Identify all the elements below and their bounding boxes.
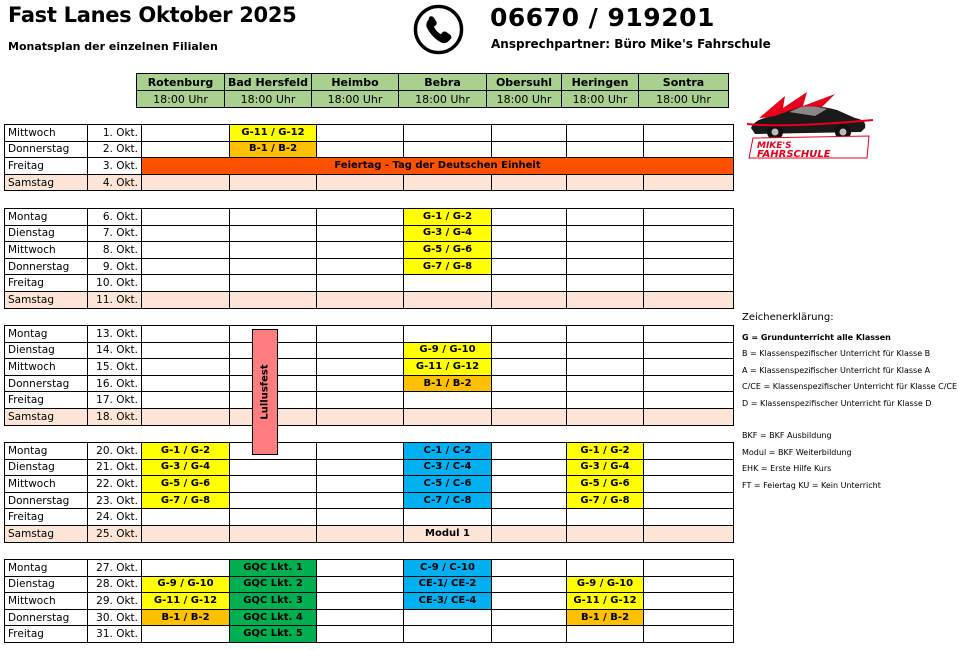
schedule-cell bbox=[230, 476, 317, 493]
table-row bbox=[5, 525, 734, 542]
table-row bbox=[5, 359, 734, 376]
day-name: Donnerstag bbox=[5, 258, 88, 275]
schedule-cell bbox=[644, 443, 734, 460]
table-row bbox=[5, 225, 734, 242]
day-date: 21. Okt. bbox=[88, 459, 142, 476]
schedule-cell bbox=[404, 275, 492, 292]
table-row bbox=[5, 141, 734, 158]
schedule-cell bbox=[404, 174, 492, 191]
schedule-cell bbox=[644, 492, 734, 509]
legend-title: Zeichenerklärung: bbox=[742, 312, 834, 323]
schedule-cell bbox=[317, 525, 404, 542]
schedule-cell: B-1 / B-2 bbox=[404, 375, 492, 392]
legend-item: A = Klassenspezifischer Unterricht für Klasse A bbox=[742, 365, 931, 375]
schedule-cell bbox=[492, 609, 567, 626]
table-row bbox=[5, 443, 734, 460]
schedule-cell bbox=[317, 174, 404, 191]
branch-time: 18:00 Uhr bbox=[562, 91, 639, 108]
day-name: Mittwoch bbox=[5, 593, 88, 610]
schedule-cell bbox=[492, 326, 567, 343]
day-name: Montag bbox=[5, 326, 88, 343]
schedule-cell bbox=[317, 560, 404, 577]
schedule-cell bbox=[142, 392, 230, 409]
branch-time: 18:00 Uhr bbox=[312, 91, 399, 108]
schedule-cell bbox=[567, 408, 644, 425]
schedule-cell bbox=[492, 359, 567, 376]
day-date: 8. Okt. bbox=[88, 242, 142, 259]
schedule-cell bbox=[317, 359, 404, 376]
schedule-cell bbox=[644, 560, 734, 577]
schedule-cell bbox=[567, 359, 644, 376]
schedule-cell bbox=[492, 525, 567, 542]
schedule-cell bbox=[644, 209, 734, 226]
schedule-cell bbox=[492, 141, 567, 158]
branch-name: Obersuhl bbox=[487, 74, 562, 91]
schedule-cell bbox=[492, 174, 567, 191]
schedule-cell: G-9 / G-10 bbox=[404, 342, 492, 359]
schedule-cell: G-7 / G-8 bbox=[142, 492, 230, 509]
contact-person: Ansprechpartner: Büro Mike's Fahrschule bbox=[491, 37, 771, 51]
schedule-cell bbox=[644, 593, 734, 610]
day-date: 7. Okt. bbox=[88, 225, 142, 242]
schedule-cell bbox=[644, 375, 734, 392]
schedule-cell bbox=[142, 359, 230, 376]
schedule-cell bbox=[644, 626, 734, 643]
schedule-cell bbox=[404, 509, 492, 526]
table-row bbox=[5, 242, 734, 259]
schedule-cell bbox=[567, 141, 644, 158]
schedule-cell: G-11 / G-12 bbox=[142, 593, 230, 610]
schedule-cell bbox=[567, 125, 644, 142]
schedule-cell bbox=[644, 174, 734, 191]
day-date: 25. Okt. bbox=[88, 525, 142, 542]
branch-name: Heringen bbox=[562, 74, 639, 91]
day-name: Montag bbox=[5, 209, 88, 226]
legend-item: C/CE = Klassenspezifischer Unterricht für Klasse C/CE bbox=[742, 382, 958, 391]
logo-text-top: MIKE'S bbox=[757, 141, 792, 151]
table-row bbox=[5, 576, 734, 593]
schedule-cell bbox=[317, 392, 404, 409]
schedule-cell bbox=[230, 209, 317, 226]
schedule-cell bbox=[142, 291, 230, 308]
schedule-cell bbox=[404, 291, 492, 308]
day-name: Samstag bbox=[5, 174, 88, 191]
holiday-cell: Feiertag - Tag der Deutschen Einheit bbox=[142, 158, 734, 175]
schedule-cell bbox=[644, 291, 734, 308]
schedule-cell bbox=[142, 560, 230, 577]
day-date: 31. Okt. bbox=[88, 626, 142, 643]
table-row bbox=[5, 326, 734, 343]
schedule-cell bbox=[142, 209, 230, 226]
schedule-cell bbox=[230, 525, 317, 542]
day-date: 4. Okt. bbox=[88, 174, 142, 191]
schedule-cell bbox=[317, 509, 404, 526]
branch-name: Bad Hersfeld bbox=[225, 74, 312, 91]
schedule-cell bbox=[230, 459, 317, 476]
schedule-cell: GQC Lkt. 2 bbox=[230, 576, 317, 593]
day-name: Dienstag bbox=[5, 342, 88, 359]
schedule-cell: G-7 / G-8 bbox=[567, 492, 644, 509]
day-date: 23. Okt. bbox=[88, 492, 142, 509]
day-date: 13. Okt. bbox=[88, 326, 142, 343]
day-date: 15. Okt. bbox=[88, 359, 142, 376]
schedule-cell bbox=[317, 476, 404, 493]
schedule-cell bbox=[567, 342, 644, 359]
schedule-cell: G-5 / G-6 bbox=[404, 242, 492, 259]
branch-time: 18:00 Uhr bbox=[137, 91, 225, 108]
schedule-cell bbox=[317, 326, 404, 343]
schedule-cell bbox=[644, 525, 734, 542]
table-row bbox=[5, 560, 734, 577]
phone-icon bbox=[413, 4, 464, 55]
schedule-cell bbox=[142, 375, 230, 392]
day-name: Samstag bbox=[5, 291, 88, 308]
schedule-cell bbox=[317, 125, 404, 142]
day-date: 27. Okt. bbox=[88, 560, 142, 577]
table-row bbox=[5, 158, 734, 175]
day-date: 17. Okt. bbox=[88, 392, 142, 409]
branch-time: 18:00 Uhr bbox=[639, 91, 729, 108]
schedule-cell bbox=[644, 326, 734, 343]
schedule-cell bbox=[142, 342, 230, 359]
schedule-cell bbox=[404, 141, 492, 158]
day-date: 24. Okt. bbox=[88, 509, 142, 526]
table-row bbox=[5, 593, 734, 610]
schedule-cell bbox=[142, 408, 230, 425]
day-date: 28. Okt. bbox=[88, 576, 142, 593]
schedule-cell bbox=[567, 326, 644, 343]
table-row bbox=[5, 459, 734, 476]
day-name: Donnerstag bbox=[5, 609, 88, 626]
day-name: Dienstag bbox=[5, 459, 88, 476]
schedule-cell: C-5 / C-6 bbox=[404, 476, 492, 493]
schedule-cell bbox=[644, 141, 734, 158]
schedule-cell bbox=[492, 476, 567, 493]
schedule-cell: G-1 / G-2 bbox=[567, 443, 644, 460]
schedule-cell bbox=[142, 225, 230, 242]
schedule-cell bbox=[142, 125, 230, 142]
schedule-cell bbox=[142, 258, 230, 275]
schedule-cell bbox=[644, 576, 734, 593]
day-name: Mittwoch bbox=[5, 125, 88, 142]
day-name: Donnerstag bbox=[5, 375, 88, 392]
schedule-cell bbox=[567, 209, 644, 226]
schedule-cell bbox=[317, 492, 404, 509]
schedule-cell bbox=[404, 408, 492, 425]
schedule-cell bbox=[492, 593, 567, 610]
schedule-cell bbox=[644, 609, 734, 626]
day-name: Montag bbox=[5, 443, 88, 460]
page-subtitle: Monatsplan der einzelnen Filialen bbox=[8, 40, 218, 53]
schedule-cell: G-5 / G-6 bbox=[142, 476, 230, 493]
schedule-cell: G-11 / G-12 bbox=[567, 593, 644, 610]
schedule-cell bbox=[317, 408, 404, 425]
schedule-cell: GQC Lkt. 3 bbox=[230, 593, 317, 610]
schedule-cell: CE-1/ CE-2 bbox=[404, 576, 492, 593]
schedule-cell: C-3 / C-4 bbox=[404, 459, 492, 476]
legend bbox=[742, 310, 957, 494]
schedule-cell: G-11 / G-12 bbox=[404, 359, 492, 376]
table-row bbox=[5, 392, 734, 409]
week-table bbox=[4, 208, 734, 309]
schedule-cell bbox=[492, 509, 567, 526]
day-name: Freitag bbox=[5, 275, 88, 292]
schedule-cell: CE-3/ CE-4 bbox=[404, 593, 492, 610]
schedule-cell bbox=[142, 174, 230, 191]
schedule-cell bbox=[230, 492, 317, 509]
schedule-cell bbox=[567, 560, 644, 577]
table-row bbox=[5, 125, 734, 142]
schedule-cell bbox=[317, 209, 404, 226]
schedule-cell: GQC Lkt. 1 bbox=[230, 560, 317, 577]
schedule-cell bbox=[492, 459, 567, 476]
day-name: Freitag bbox=[5, 158, 88, 175]
schedule-cell bbox=[317, 443, 404, 460]
schedule-cell bbox=[492, 576, 567, 593]
legend-item: FT = Feiertag KU = Kein Unterricht bbox=[742, 480, 881, 490]
day-date: 16. Okt. bbox=[88, 375, 142, 392]
logo-text-bottom: FAHRSCHULE bbox=[757, 149, 831, 160]
schedule-cell bbox=[644, 275, 734, 292]
schedule-cell: C-1 / C-2 bbox=[404, 443, 492, 460]
day-date: 9. Okt. bbox=[88, 258, 142, 275]
table-row bbox=[5, 275, 734, 292]
schedule-cell bbox=[644, 408, 734, 425]
day-date: 30. Okt. bbox=[88, 609, 142, 626]
day-name: Mittwoch bbox=[5, 476, 88, 493]
table-row bbox=[5, 509, 734, 526]
schedule-cell bbox=[230, 174, 317, 191]
phone-number[interactable]: 06670 / 919201 bbox=[490, 3, 715, 32]
schedule-cell: G-7 / G-8 bbox=[404, 258, 492, 275]
driving-school-logo bbox=[745, 88, 875, 160]
schedule-cell bbox=[317, 459, 404, 476]
table-row bbox=[5, 375, 734, 392]
schedule-cell bbox=[317, 291, 404, 308]
schedule-cell: G-3 / G-4 bbox=[567, 459, 644, 476]
schedule-cell bbox=[492, 626, 567, 643]
schedule-cell bbox=[317, 225, 404, 242]
schedule-cell: B-1 / B-2 bbox=[230, 141, 317, 158]
schedule-cell bbox=[567, 525, 644, 542]
schedule-cell bbox=[644, 509, 734, 526]
schedule-cell bbox=[492, 225, 567, 242]
schedule-cell bbox=[567, 509, 644, 526]
schedule-cell bbox=[317, 626, 404, 643]
schedule-cell bbox=[492, 408, 567, 425]
day-name: Dienstag bbox=[5, 225, 88, 242]
schedule-cell: C-9 / C-10 bbox=[404, 560, 492, 577]
schedule-cell bbox=[492, 258, 567, 275]
schedule-cell bbox=[567, 375, 644, 392]
schedule-cell: G-1 / G-2 bbox=[404, 209, 492, 226]
schedule-cell bbox=[492, 125, 567, 142]
table-row bbox=[5, 626, 734, 643]
schedule-cell bbox=[142, 326, 230, 343]
day-name: Samstag bbox=[5, 525, 88, 542]
schedule-cell bbox=[404, 626, 492, 643]
schedule-cell bbox=[567, 174, 644, 191]
day-name: Samstag bbox=[5, 408, 88, 425]
week-table bbox=[4, 325, 734, 426]
legend-item: B = Klassenspezifischer Unterricht für Klasse B bbox=[742, 349, 931, 358]
branch-header bbox=[136, 73, 729, 108]
day-name: Montag bbox=[5, 560, 88, 577]
schedule-cell bbox=[492, 492, 567, 509]
schedule-cell bbox=[567, 626, 644, 643]
branch-time: 18:00 Uhr bbox=[225, 91, 312, 108]
day-date: 20. Okt. bbox=[88, 443, 142, 460]
branch-time: 18:00 Uhr bbox=[487, 91, 562, 108]
schedule-cell bbox=[317, 375, 404, 392]
schedule-cell bbox=[230, 275, 317, 292]
legend-item: D = Klassenspezifischer Unterricht für Klasse D bbox=[742, 398, 932, 408]
schedule-cell bbox=[492, 209, 567, 226]
schedule-cell: GQC Lkt. 5 bbox=[230, 626, 317, 643]
schedule-cell bbox=[567, 225, 644, 242]
branch-name: Bebra bbox=[399, 74, 487, 91]
table-row bbox=[5, 174, 734, 191]
schedule-cell bbox=[644, 342, 734, 359]
schedule-cell: B-1 / B-2 bbox=[142, 609, 230, 626]
day-name: Donnerstag bbox=[5, 141, 88, 158]
day-date: 6. Okt. bbox=[88, 209, 142, 226]
day-date: 3. Okt. bbox=[88, 158, 142, 175]
legend-item: Modul = BKF Weiterbildung bbox=[742, 447, 852, 457]
schedule-cell bbox=[492, 291, 567, 308]
schedule-cell bbox=[492, 342, 567, 359]
schedule-cell bbox=[317, 593, 404, 610]
schedule-cell bbox=[317, 342, 404, 359]
schedule-cell bbox=[317, 576, 404, 593]
schedule-cell bbox=[492, 375, 567, 392]
schedule-cell bbox=[492, 392, 567, 409]
schedule-cell bbox=[317, 242, 404, 259]
table-row bbox=[5, 258, 734, 275]
schedule-cell bbox=[567, 291, 644, 308]
schedule-cell bbox=[142, 141, 230, 158]
day-date: 10. Okt. bbox=[88, 275, 142, 292]
schedule-cell: G-9 / G-10 bbox=[142, 576, 230, 593]
schedule-cell bbox=[567, 392, 644, 409]
day-date: 14. Okt. bbox=[88, 342, 142, 359]
schedule-cell: G-3 / G-4 bbox=[404, 225, 492, 242]
schedule-cell bbox=[230, 258, 317, 275]
schedule-cell bbox=[567, 275, 644, 292]
branch-time: 18:00 Uhr bbox=[399, 91, 487, 108]
branch-name: Sontra bbox=[639, 74, 729, 91]
legend-item: G = Grundunterricht alle Klassen bbox=[742, 332, 891, 342]
lullusfest-label: Lullusfest bbox=[259, 364, 271, 420]
page-title: Fast Lanes Oktober 2025 bbox=[8, 3, 297, 27]
schedule-cell: G-11 / G-12 bbox=[230, 125, 317, 142]
legend-item: EHK = Erste Hilfe Kurs bbox=[742, 464, 832, 473]
week-table bbox=[4, 442, 734, 543]
schedule-cell bbox=[142, 525, 230, 542]
day-name: Mittwoch bbox=[5, 242, 88, 259]
schedule-cell bbox=[404, 392, 492, 409]
day-date: 2. Okt. bbox=[88, 141, 142, 158]
schedule-cell bbox=[230, 225, 317, 242]
schedule-cell bbox=[142, 509, 230, 526]
week-table bbox=[4, 124, 734, 191]
branch-name: Rotenburg bbox=[137, 74, 225, 91]
lullusfest-event bbox=[252, 329, 278, 455]
schedule-cell bbox=[492, 443, 567, 460]
schedule-cell bbox=[142, 242, 230, 259]
schedule-cell: G-9 / G-10 bbox=[567, 576, 644, 593]
schedule-cell: C-7 / C-8 bbox=[404, 492, 492, 509]
schedule-cell: B-1 / B-2 bbox=[567, 609, 644, 626]
schedule-cell: G-1 / G-2 bbox=[142, 443, 230, 460]
schedule-cell bbox=[492, 242, 567, 259]
schedule-cell: G-3 / G-4 bbox=[142, 459, 230, 476]
day-date: 18. Okt. bbox=[88, 408, 142, 425]
schedule-cell bbox=[404, 326, 492, 343]
table-row bbox=[5, 291, 734, 308]
schedule-cell: Modul 1 bbox=[404, 525, 492, 542]
table-row bbox=[5, 209, 734, 226]
table-row bbox=[5, 342, 734, 359]
schedule-cell bbox=[317, 141, 404, 158]
branch-name: Heimbo bbox=[312, 74, 399, 91]
table-row bbox=[5, 609, 734, 626]
schedule-cell bbox=[317, 275, 404, 292]
table-row bbox=[5, 492, 734, 509]
schedule-cell bbox=[492, 275, 567, 292]
schedule-cell bbox=[644, 125, 734, 142]
schedule-cell bbox=[567, 258, 644, 275]
schedule-cell bbox=[644, 225, 734, 242]
schedule-cell bbox=[644, 459, 734, 476]
day-date: 22. Okt. bbox=[88, 476, 142, 493]
schedule-cell bbox=[644, 476, 734, 493]
day-name: Dienstag bbox=[5, 576, 88, 593]
schedule-cell bbox=[230, 291, 317, 308]
schedule-cell bbox=[317, 609, 404, 626]
schedule-cell bbox=[404, 609, 492, 626]
schedule-cell bbox=[404, 125, 492, 142]
schedule-cell bbox=[142, 275, 230, 292]
day-name: Freitag bbox=[5, 392, 88, 409]
day-name: Mittwoch bbox=[5, 359, 88, 376]
day-name: Freitag bbox=[5, 509, 88, 526]
legend-item: BKF = BKF Ausbildung bbox=[742, 431, 832, 440]
schedule-cell bbox=[230, 242, 317, 259]
day-name: Donnerstag bbox=[5, 492, 88, 509]
schedule-cell bbox=[644, 392, 734, 409]
schedule-cell bbox=[230, 509, 317, 526]
day-name: Freitag bbox=[5, 626, 88, 643]
schedule-cell: GQC Lkt. 4 bbox=[230, 609, 317, 626]
day-date: 11. Okt. bbox=[88, 291, 142, 308]
week-table bbox=[4, 559, 734, 643]
schedule-cell: G-5 / G-6 bbox=[567, 476, 644, 493]
schedule-cell bbox=[644, 242, 734, 259]
schedule-cell bbox=[567, 242, 644, 259]
schedule-cell bbox=[142, 626, 230, 643]
schedule-cell bbox=[492, 560, 567, 577]
table-row bbox=[5, 408, 734, 425]
table-row bbox=[5, 476, 734, 493]
schedule-cell bbox=[644, 258, 734, 275]
schedule-cell bbox=[644, 359, 734, 376]
day-date: 1. Okt. bbox=[88, 125, 142, 142]
day-date: 29. Okt. bbox=[88, 593, 142, 610]
schedule-cell bbox=[317, 258, 404, 275]
